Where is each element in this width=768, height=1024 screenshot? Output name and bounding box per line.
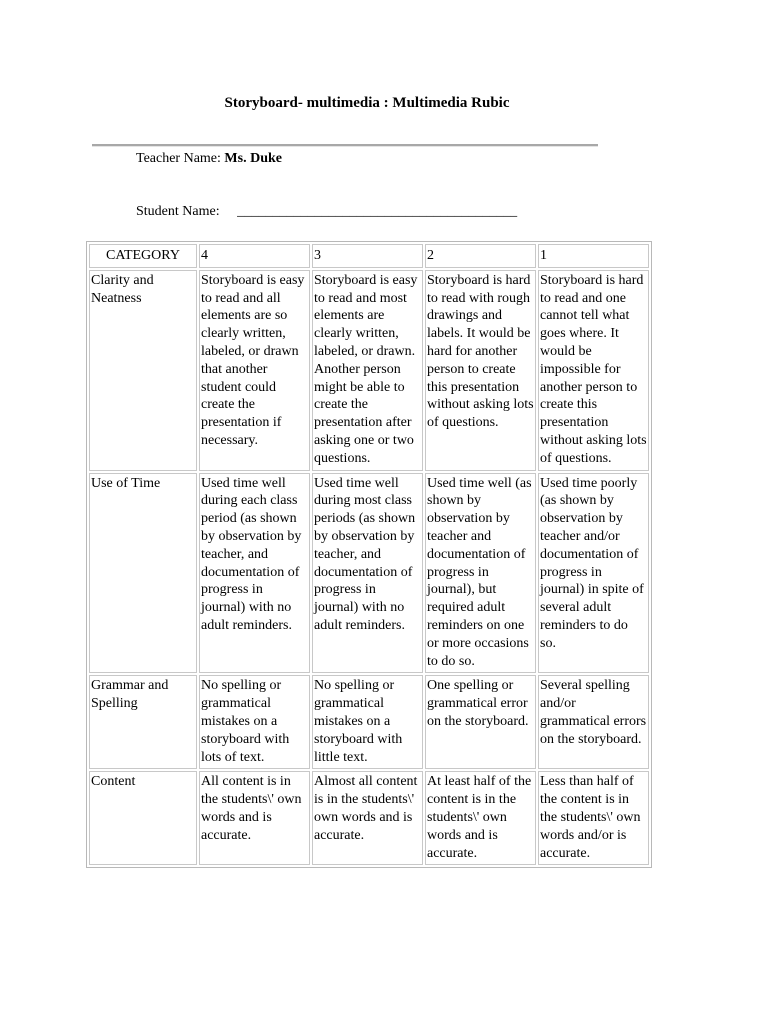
student-name-blank: ________________________________________ <box>237 204 518 219</box>
score-1-cell: Storyboard is hard to read and one cannot tell what goes where. It would be impossible for another person to create this presentation without asking lots of questions. <box>538 270 649 471</box>
rubric-row-clarity <box>89 270 649 471</box>
header-score-2: 2 <box>425 244 536 268</box>
score-2-cell: At least half of the content is in the students\' own words and is accurate. <box>425 771 536 865</box>
teacher-name-line <box>136 151 282 167</box>
header-score-3: 3 <box>312 244 423 268</box>
score-3-cell: Storyboard is easy to read and most elements are clearly written, labeled, or drawn. Another person might be able to create the presentation after asking one or two questions. <box>312 270 423 471</box>
category-cell: Clarity and Neatness <box>89 270 197 471</box>
score-2-cell: Storyboard is hard to read with rough drawings and labels. It would be hard for another person to create this presentation without asking lots of questions. <box>425 270 536 471</box>
student-name-label: Student Name: <box>136 204 220 219</box>
teacher-name-label: Teacher Name: <box>136 151 221 166</box>
rubric-row-use-of-time <box>89 473 649 674</box>
score-4-cell: Storyboard is easy to read and all elements are so clearly written, labeled, or drawn that another student could create the presentation if necessary. <box>199 270 310 471</box>
teacher-name-value: Ms. Duke <box>224 151 282 166</box>
category-cell: Content <box>89 771 197 865</box>
rubric-header-row <box>89 244 649 268</box>
title-divider <box>92 144 598 147</box>
score-1-cell: Several spelling and/or grammatical errors on the storyboard. <box>538 675 649 769</box>
score-4-cell: No spelling or grammatical mistakes on a storyboard with lots of text. <box>199 675 310 769</box>
score-3-cell: Almost all content is in the students\' own words and is accurate. <box>312 771 423 865</box>
rubric-row-grammar <box>89 675 649 769</box>
score-4-cell: Used time well during each class period (as shown by observation by teacher, and documentation of progress in journal) with no adult reminders. <box>199 473 310 674</box>
score-2-cell: Used time well (as shown by observation by teacher and documentation of progress in journal), but required adult reminders on one or more occasions to do so. <box>425 473 536 674</box>
score-4-cell: All content is in the students\' own words and is accurate. <box>199 771 310 865</box>
rubric-row-content <box>89 771 649 865</box>
score-3-cell: No spelling or grammatical mistakes on a storyboard with little text. <box>312 675 423 769</box>
page-title: Storyboard- multimedia : Multimedia Rubic <box>224 95 510 111</box>
score-3-cell: Used time well during most class periods (as shown by observation by teacher, and documentation of progress in journal) with no adult reminders. <box>312 473 423 674</box>
category-cell: Grammar and Spelling <box>89 675 197 769</box>
header-category: CATEGORY <box>89 244 197 268</box>
header-score-4: 4 <box>199 244 310 268</box>
score-2-cell: One spelling or grammatical error on the storyboard. <box>425 675 536 769</box>
student-name-line <box>136 204 517 220</box>
score-1-cell: Used time poorly (as shown by observation by teacher and/or documentation of progress in journal) in spite of several adult reminders to do so. <box>538 473 649 674</box>
category-cell: Use of Time <box>89 473 197 674</box>
header-score-1: 1 <box>538 244 649 268</box>
score-1-cell: Less than half of the content is in the students\' own words and/or is accurate. <box>538 771 649 865</box>
rubric-table <box>86 241 652 868</box>
